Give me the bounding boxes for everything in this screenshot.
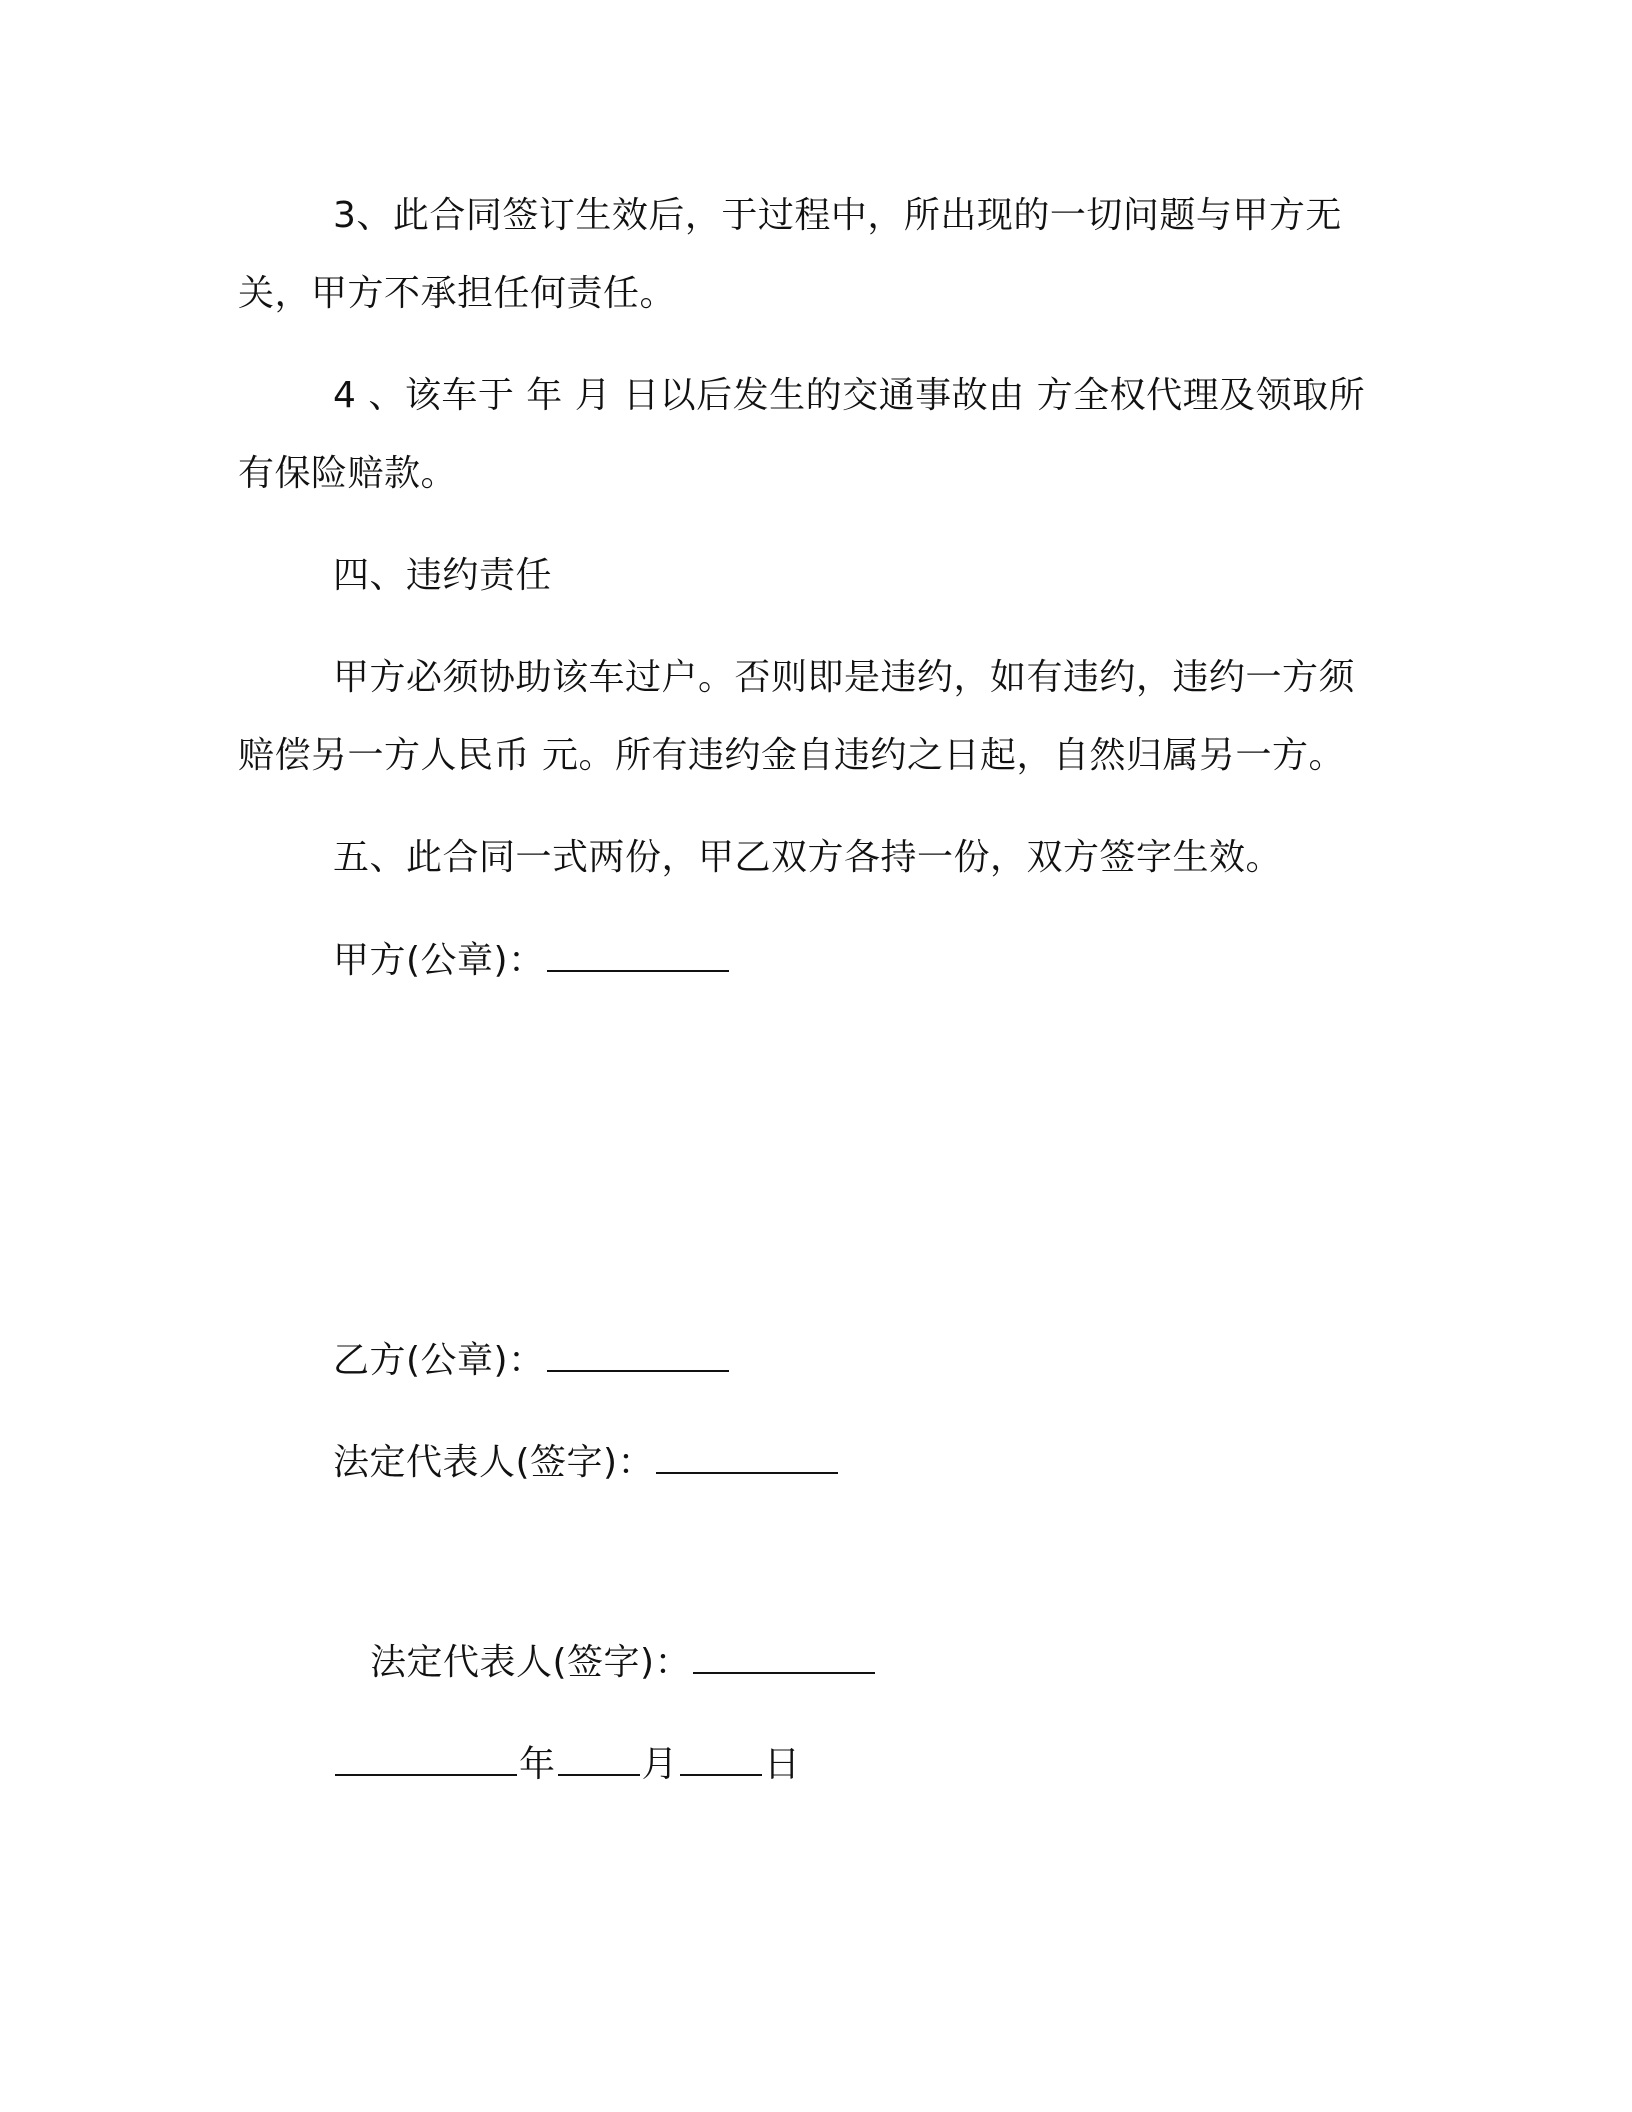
party-a-signature-line xyxy=(333,940,731,981)
date-month-label: 月 xyxy=(641,1744,679,1785)
party-a-signature-blank[interactable] xyxy=(547,940,729,972)
legal-rep-1-label: 法定代表人(签字)： xyxy=(333,1442,655,1483)
breach-clause-line-2: 赔偿另一方人民币 元。所有违约金自违约之日起，自然归属另一方。 xyxy=(238,735,1345,776)
party-b-signature-line xyxy=(333,1340,731,1381)
date-year-blank[interactable] xyxy=(335,1744,517,1776)
date-year-label: 年 xyxy=(519,1744,556,1785)
breach-clause-line-1: 甲方必须协助该车过户。否则即是违约，如有违约，违约一方须 xyxy=(333,657,1356,698)
date-day-blank[interactable] xyxy=(680,1744,762,1776)
date-month-blank[interactable] xyxy=(558,1744,640,1776)
party-b-label: 乙方(公章)： xyxy=(333,1340,545,1381)
section-5: 五、此合同一式两份，甲乙双方各持一份，双方签字生效。 xyxy=(333,837,1283,878)
legal-rep-1-signature-line xyxy=(333,1442,840,1483)
clause-4-line-1: 4 、该车于 年 月 日以后发生的交通事故由 方全权代理及领取所 xyxy=(333,375,1366,416)
clause-3-line-2: 关，甲方不承担任何责任。 xyxy=(238,273,677,314)
clause-4-line-2: 有保险赔款。 xyxy=(238,453,458,494)
party-a-label: 甲方(公章)： xyxy=(333,940,545,981)
clause-3-line-1: 3、此合同签订生效后，于过程中，所出现的一切问题与甲方无 xyxy=(333,195,1342,236)
date-day-label: 日 xyxy=(764,1744,801,1785)
legal-rep-1-signature-blank[interactable] xyxy=(656,1442,838,1474)
legal-rep-2-signature-line xyxy=(370,1642,877,1683)
party-b-signature-blank[interactable] xyxy=(547,1340,729,1372)
section-4-heading: 四、违约责任 xyxy=(333,555,553,596)
legal-rep-2-signature-blank[interactable] xyxy=(693,1642,875,1674)
legal-rep-2-label: 法定代表人(签字)： xyxy=(370,1642,692,1683)
date-line xyxy=(333,1744,801,1785)
